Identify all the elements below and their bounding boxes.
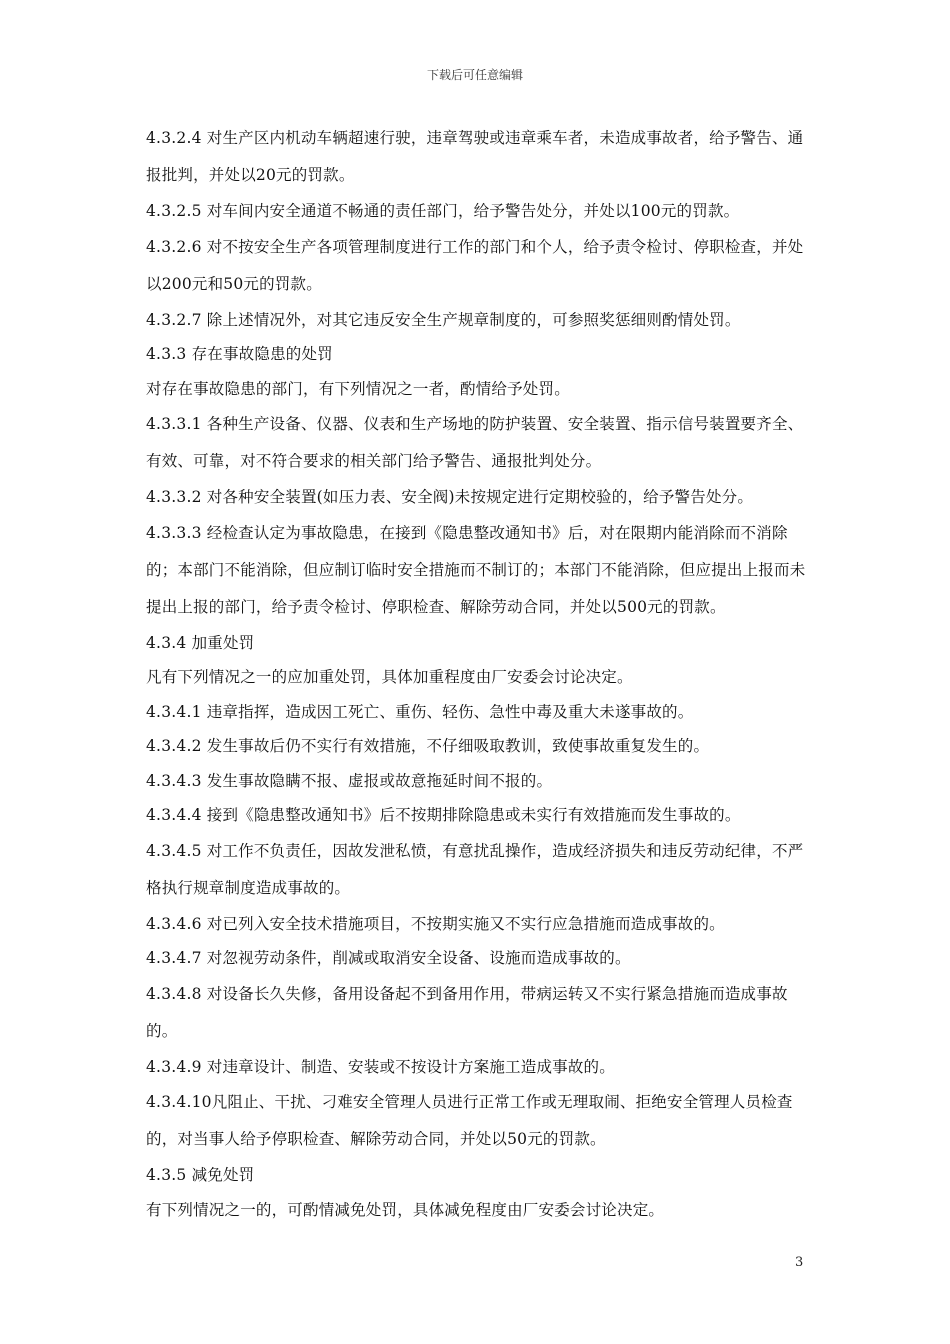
section-intro-4-3-3: 对存在事故隐患的部门，有下列情况之一者，酌情给予处罚。 [146, 379, 570, 398]
section-heading-4-3-4: 4.3.4 加重处罚 [146, 633, 255, 652]
page-header: 下载后可任意编辑 [426, 68, 523, 82]
clause-4-3-2-6: 4.3.2.6 对不按安全生产各项管理制度进行工作的部门和个人，给予责令检讨、停职检查，并处以200元和50元的罚款。 [146, 237, 804, 293]
clause-4-3-4-7: 4.3.4.7 对忽视劳动条件，削减或取消安全设备、设施而造成事故的。 [146, 949, 631, 967]
clause-4-3-4-3: 4.3.4.3 发生事故隐瞒不报、虚报或故意拖延时间不报的。 [146, 771, 553, 790]
clause-4-3-2-4: 4.3.2.4 对生产区内机动车辆超速行驶，违章驾驶或违章乘车者，未造成事故者，给予警告、通报批判，并处以20元的罚款。 [146, 129, 804, 184]
clause-4-3-4-4: 4.3.4.4 接到《隐患整改通知书》后不按期排除隐患或未实行有效措施而发生事故的。 [146, 806, 741, 824]
section-intro-4-3-4: 凡有下列情况之一的应加重处罚，具体加重程度由厂安委会讨论决定。 [146, 668, 633, 686]
clause-4-3-3-1: 4.3.3.1 各种生产设备、仪器、仪表和生产场地的防护装置、安全装置、指示信号装置要齐全、有效、可靠，对不符合要求的相关部门给予警告、通报批判处分。 [146, 415, 804, 470]
clause-4-3-3-2: 4.3.3.2 对各种安全装置(如压力表、安全阀)未按规定进行定期校验的，给予警告处分。 [146, 488, 754, 506]
clause-4-3-4-5: 4.3.4.5 对工作不负责任，因故发泄私愤，有意扰乱操作，造成经济损失和违反劳动纪律，不严格执行规章制度造成事故的。 [146, 841, 804, 897]
clause-4-3-4-6: 4.3.4.6 对已列入安全技术措施项目，不按期实施又不实行应急措施而造成事故的。 [146, 914, 725, 933]
document-body [146, 120, 810, 1227]
clause-4-3-4-9: 4.3.4.9 对违章设计、制造、安装或不按设计方案施工造成事故的。 [146, 1057, 615, 1076]
section-intro-4-3-5: 有下列情况之一的，可酌情减免处罚，具体减免程度由厂安委会讨论决定。 [146, 1200, 665, 1219]
page-number: 3 [795, 1255, 804, 1270]
clause-4-3-3-3: 4.3.3.3 经检查认定为事故隐患，在接到《隐患整改通知书》后，对在限期内能消除而不消除的；本部门不能消除，但应制订临时安全措施而不制订的；本部门不能消除，但应提出上报而未提出上报的部门，给予责令检讨、停职检查、解除劳动合同，并处以500元的罚款。 [146, 523, 806, 616]
clause-4-3-4-8: 4.3.4.8 对设备长久失修，备用设备起不到备用作用，带病运转又不实行紧急措施而造成事故的。 [146, 984, 788, 1040]
clause-4-3-2-5: 4.3.2.5 对车间内安全通道不畅通的责任部门，给予警告处分，并处以100元的罚款。 [146, 202, 740, 220]
section-heading-4-3-5: 4.3.5 减免处罚 [146, 1166, 255, 1184]
section-heading-4-3-3: 4.3.3 存在事故隐患的处罚 [146, 345, 333, 363]
clause-4-3-2-7: 4.3.2.7 除上述情况外，对其它违反安全生产规章制度的，可参照奖惩细则酌情处罚。 [146, 310, 741, 329]
clause-4-3-4-1: 4.3.4.1 违章指挥，造成因工死亡、重伤、轻伤、急性中毒及重大未遂事故的。 [146, 702, 694, 721]
clause-4-3-4-10: 4.3.4.10凡阻止、干扰、刁难安全管理人员进行正常工作或无理取闹、拒绝安全管理人员检查的，对当事人给予停职检查、解除劳动合同，并处以50元的罚款。 [146, 1093, 793, 1148]
clause-4-3-4-2: 4.3.4.2 发生事故后仍不实行有效措施，不仔细吸取教训，致使事故重复发生的。 [146, 737, 710, 755]
